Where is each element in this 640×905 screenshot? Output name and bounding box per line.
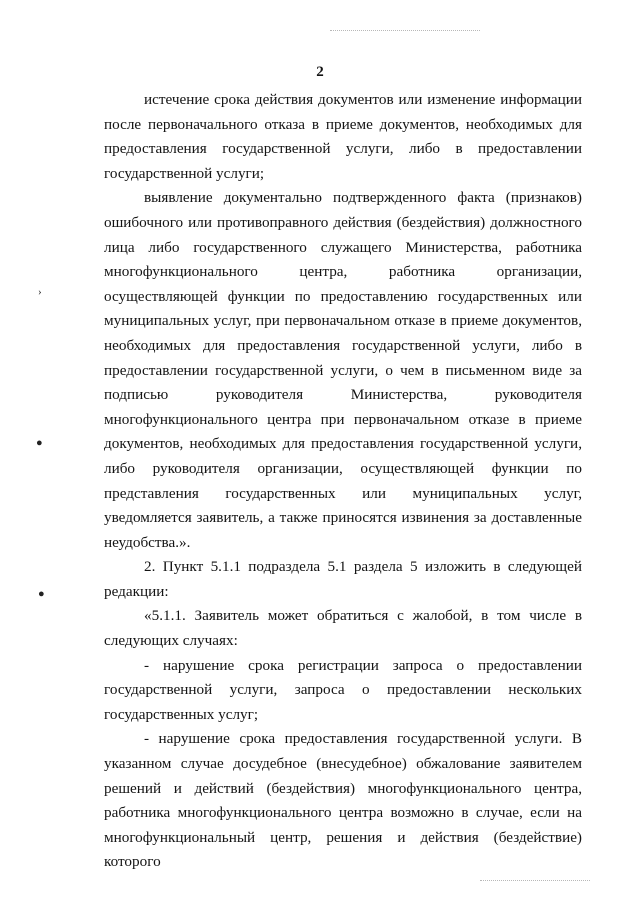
margin-mark-1: › <box>38 286 42 298</box>
margin-mark-3: ● <box>38 588 45 600</box>
paragraph-service-violation: - нарушение срока предоставления государственной услуги. В указанном случае досудебное (внесудебное) обжалование заявителем решений и действий (бездействия) многофункционального центра, работника многофункционального центра возможно в случае, если на многофункциональный центр, решения и действия (бездействие) которого <box>104 730 582 871</box>
scan-artifact-bottom <box>480 880 590 882</box>
paragraph-detection: выявление документально подтвержденного факта (признаков) ошибочного или противоправного действия (бездействия) должностного лица либо государственного служащего Министерства, работника многофункционального центра, работника организации, осуществляющей функции по предоставлению государственных или муниципальных услуг, при первоначальном отказе в приеме документов, необходимых для предоставления государственной услуги, либо в предоставлении государственной услуги, о чем в письменном виде за подписью руководителя Министерства, руководителя многофункционального центра при первоначальном отказе в приеме документов, необходимых для предоставления государственной услуги, либо руководителя организации, осуществляющей функции по представления государственных или муниципальных услуг, уведомляется заявитель, а также приносятся извинения за доставленные неудобства.». <box>104 189 582 551</box>
page-number: 2 <box>316 64 324 80</box>
paragraph-5-1-1: «5.1.1. Заявитель может обратиться с жалобой, в том числе в следующих случаях: <box>104 607 582 650</box>
margin-mark-2: ● <box>36 437 43 449</box>
paragraph-registration-violation: - нарушение срока регистрации запроса о предоставлении государственной услуги, запроса о предоставлении нескольких государственных услуг; <box>104 656 582 723</box>
paragraph-expiry: истечение срока действия документов или изменение информации после первоначального отказа в приеме документов, необходимых для предоставления государственной услуги, либо в предоставлении государственной услуги; <box>104 91 582 182</box>
paragraph-item-2: 2. Пункт 5.1.1 подраздела 5.1 раздела 5 изложить в следующей редакции: <box>104 558 582 600</box>
scan-artifact-top <box>330 30 480 32</box>
document-body <box>104 88 582 875</box>
